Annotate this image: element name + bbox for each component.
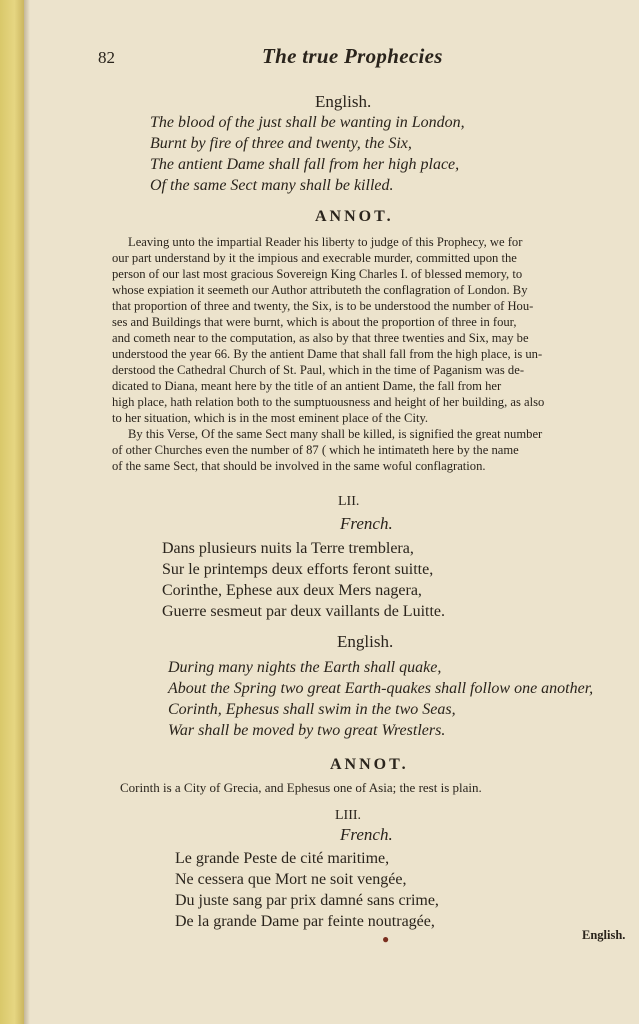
annot-line: to her situation, which is in the most eminent place of the City.: [112, 411, 429, 425]
catchword: English.: [582, 928, 626, 942]
annot-line: ses and Buildings that were burnt, which is about the proportion of three in four,: [112, 315, 517, 329]
book-page: [30, 0, 639, 1024]
french-heading-3: French.: [340, 825, 393, 844]
ink-spot-ornament: ●: [382, 932, 390, 946]
page-number: 82: [98, 48, 115, 67]
annot-line: dicated to Diana, meant here by the title of an antient Dame, the fall from her: [112, 379, 502, 393]
annot-line: understood the year 66. By the antient Dame that shall fall from the high place, is un-: [112, 347, 543, 361]
verse-line: The antient Dame shall fall from her high place,: [150, 156, 460, 173]
english-heading-2: English.: [337, 632, 394, 651]
verse-line: Corinthe, Ephese aux deux Mers nagera,: [162, 582, 422, 599]
verse-line: Le grande Peste de cité maritime,: [175, 850, 390, 867]
verse-line: Of the same Sect many shall be killed.: [150, 177, 394, 194]
verse-line: Du juste sang par prix damné sans crime,: [175, 892, 439, 909]
annot-line: Leaving unto the impartial Reader his liberty to judge of this Prophecy, we for: [128, 235, 523, 249]
quatrain-number-liii: LIII.: [335, 808, 362, 823]
verse-line: Guerre sesmeut par deux vaillants de Luitte.: [162, 603, 446, 620]
verse-line: Sur le printemps deux efforts feront suitte,: [162, 561, 434, 578]
french-heading-2: French.: [340, 514, 393, 533]
verse-line: Ne cessera que Mort ne soit vengée,: [175, 871, 407, 888]
annot-line: of other Churches even the number of 87 ( which he intimateth here by the name: [112, 443, 519, 457]
annot-line: high place, hath relation both to the sumptuousness and height of her building, as also: [112, 395, 545, 409]
verse-line: Burnt by fire of three and twenty, the Six,: [150, 135, 412, 152]
english-verse-2: [168, 657, 593, 741]
verse-line: Corinth, Ephesus shall swim in the two Seas,: [168, 701, 456, 718]
verse-line: The blood of the just shall be wanting in London,: [150, 114, 465, 131]
annot-heading-2: ANNOT.: [330, 756, 409, 773]
verse-line: Dans plusieurs nuits la Terre tremblera,: [162, 540, 414, 557]
verse-line: De la grande Dame par feinte noutragée,: [175, 913, 435, 930]
gilt-page-edge: [0, 0, 24, 1024]
annot-line: of the same Sect, that should be involved in the same woful conflagration.: [112, 459, 486, 473]
annot-body-1: [112, 234, 612, 474]
annot-line: that proportion of three and twenty, the Six, is to be understood the number of Hou-: [112, 299, 534, 313]
annot-heading-1: ANNOT.: [315, 208, 394, 225]
french-verse-3: [175, 848, 439, 932]
french-verse-2: [162, 538, 445, 622]
verse-line: During many nights the Earth shall quake,: [168, 659, 442, 676]
annot-line: By this Verse, Of the same Sect many shall be killed, is signified the great number: [128, 427, 543, 441]
annot-line: person of our last most gracious Sovereign King Charles I. of blessed memory, to: [112, 267, 523, 281]
running-title: The true Prophecies: [262, 44, 443, 68]
english-heading-1: English.: [315, 92, 372, 111]
verse-line: War shall be moved by two great Wrestlers.: [168, 722, 446, 739]
annot-line: whose expiation it seemeth our Author attributeth the conflagration of London. By: [112, 283, 528, 297]
quatrain-number-lii: LII.: [338, 494, 360, 509]
annot-body-2: Corinth is a City of Grecia, and Ephesus one of Asia; the rest is plain.: [120, 780, 482, 795]
annot-line: and cometh near to the computation, as also by that three twenties and Six, may be: [112, 331, 529, 345]
annot-line: our part understand by it the impious and execrable murder, committed upon the: [112, 251, 517, 265]
verse-line: About the Spring two great Earth-quakes shall follow one another,: [168, 680, 594, 697]
english-verse-1: [150, 112, 465, 196]
annot-line: derstood the Cathedral Church of St. Paul, which in the time of Paganism was de-: [112, 363, 525, 377]
